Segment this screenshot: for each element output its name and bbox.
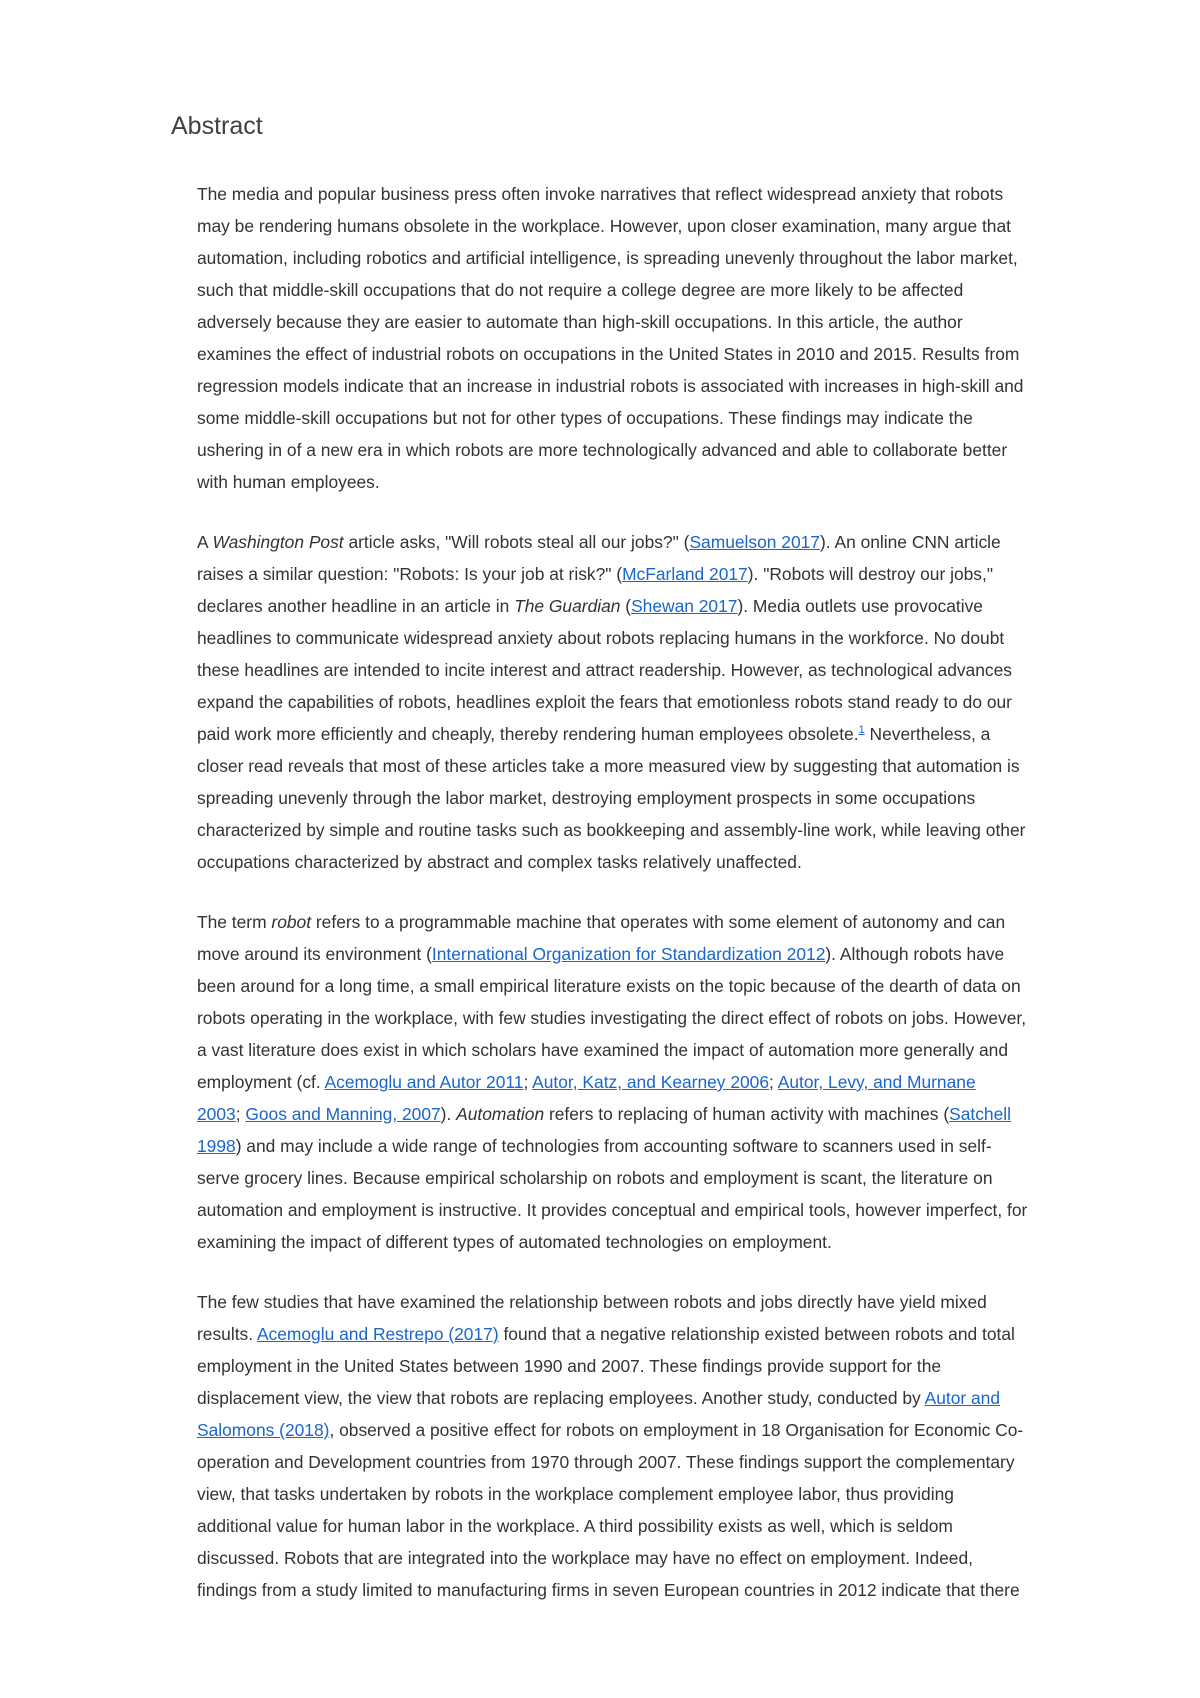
text-line: employment in the United States between 1990 and 2007. These findings provide support for the [197, 1356, 942, 1376]
intro-paragraph [197, 526, 1117, 878]
text-run: move around its environment ( [197, 944, 432, 964]
text-line: such that middle-skill occupations that do not require a college degree are more likely to be affected [197, 280, 964, 300]
text-run: ) and may include a wide range of technologies from accounting software to scanners used in self- [235, 1136, 992, 1156]
footnote-link-1[interactable]: 1 [858, 724, 865, 737]
text-run: displacement view, the view that robots are replacing employees. Another study, conducted by [197, 1388, 925, 1408]
text-line: robots operating in the workplace, with few studies investigating the direct effect of robots on jobs. However, [197, 1008, 1027, 1028]
text-run: ( [620, 596, 632, 616]
text-run: ). Media outlets use provocative [737, 596, 983, 616]
text-run: ; [235, 1104, 246, 1124]
text-line: view, that tasks undertaken by robots in the workplace complement employee labor, thus providing [197, 1484, 954, 1504]
definition-paragraph [197, 906, 1117, 1258]
text-line: been around for a long time, a small empirical literature exists on the topic because of the dearth of data on [197, 976, 1021, 996]
text-line [197, 1066, 1117, 1098]
text-run: article asks, "Will robots steal all our jobs?" ( [343, 532, 690, 552]
text-line: some middle-skill occupations but not for other types of occupations. These findings may indicate the [197, 408, 973, 428]
citation-link-autor-katz-kearney-2006[interactable]: Autor, Katz, and Kearney 2006 [532, 1072, 770, 1092]
text-run: refers to a programmable machine that operates with some element of autonomy and can [311, 912, 1006, 932]
text-line [197, 558, 1117, 590]
text-run: ; [523, 1072, 533, 1092]
text-run: refers to replacing of human activity with machines ( [544, 1104, 950, 1124]
text-line [197, 718, 1117, 750]
citation-link-mcfarland-2017[interactable]: McFarland 2017 [622, 564, 748, 584]
text-run: raises a similar question: "Robots: Is your job at risk?" ( [197, 564, 623, 584]
citation-link-iso-2012[interactable]: International Organization for Standardization 2012 [431, 944, 826, 964]
text-line: examining the impact of different types of automated technologies on employment. [197, 1232, 832, 1252]
text-line [197, 526, 1117, 558]
text-run: employment (cf. [197, 1072, 325, 1092]
text-line: findings from a study limited to manufacturing firms in seven European countries in 2012 indicate that there [197, 1580, 1020, 1600]
text-run: ). "Robots will destroy our jobs," [747, 564, 994, 584]
text-line: serve grocery lines. Because empirical scholarship on robots and employment is scant, the literature on [197, 1168, 993, 1188]
abstract-paragraph [197, 178, 1117, 498]
citation-link-shewan-2017[interactable]: Shewan 2017 [631, 596, 738, 616]
text-line: discussed. Robots that are integrated into the workplace may have no effect on employment. Indeed, [197, 1548, 973, 1568]
text-run: ; [769, 1072, 778, 1092]
text-run: ). An online CNN article [819, 532, 1001, 552]
text-run: ). [440, 1104, 457, 1124]
text-line: examines the effect of industrial robots on occupations in the United States in 2010 and 2015. Results from [197, 344, 1020, 364]
text-line [197, 1382, 1117, 1414]
text-line: may be rendering humans obsolete in the workplace. However, upon closer examination, many argue that [197, 216, 1011, 236]
text-run: A [197, 532, 213, 552]
abstract-heading: Abstract [171, 112, 263, 140]
text-line [197, 1130, 1117, 1162]
text-run: results. [197, 1324, 257, 1344]
text-run: found that a negative relationship existed between robots and total [498, 1324, 1015, 1344]
text-line: additional value for human labor in the workplace. A third possibility exists as well, which is seldom [197, 1516, 953, 1536]
text-line: a vast literature does exist in which scholars have examined the impact of automation more generally and [197, 1040, 1009, 1060]
text-line: expand the capabilities of robots, headlines exploit the fears that emotionless robots stand ready to do our [197, 692, 1012, 712]
text-line [197, 590, 1117, 622]
text-line: these headlines are intended to incite interest and attract readership. However, as technological advances [197, 660, 1012, 680]
text-line: occupations characterized by abstract and complex tasks relatively unaffected. [197, 852, 802, 872]
text-run: declares another headline in an article in [197, 596, 515, 616]
citation-link-autor-salomons-2018[interactable]: Salomons (2018) [197, 1420, 330, 1440]
text-line: regression models indicate that an increase in industrial robots is associated with increases in high-skill and [197, 376, 1024, 396]
text-run: ). Although robots have [825, 944, 1005, 964]
text-run: Nevertheless, a [864, 724, 991, 744]
text-run: paid work more efficiently and cheaply, thereby rendering human employees obsolete. [197, 724, 859, 744]
citation-link-autor-levy-murnane-2003[interactable]: 2003 [197, 1104, 236, 1124]
text-line: with human employees. [197, 472, 380, 492]
citation-link-autor-salomons-2018[interactable]: Autor and [924, 1388, 1001, 1408]
term-emphasis: robot [271, 912, 312, 932]
text-line [197, 1318, 1117, 1350]
text-line [197, 1414, 1117, 1446]
text-line: automation, including robotics and artificial intelligence, is spreading unevenly throughout the labor market, [197, 248, 1018, 268]
citation-link-acemoglu-restrepo-2017[interactable]: Acemoglu and Restrepo (2017) [256, 1324, 499, 1344]
text-line: The few studies that have examined the relationship between robots and jobs directly have yield mixed [197, 1292, 987, 1312]
text-line: automation and employment is instructive. It provides conceptual and empirical tools, however imperfect, for [197, 1200, 1028, 1220]
citation-link-samuelson-2017[interactable]: Samuelson 2017 [689, 532, 820, 552]
text-line: The media and popular business press often invoke narratives that reflect widespread anxiety that robots [197, 184, 1004, 204]
text-run: , observed a positive effect for robots on employment in 18 Organisation for Economic Co- [329, 1420, 1024, 1440]
text-line [197, 1098, 1117, 1130]
text-line: operation and Development countries from 1970 through 2007. These findings support the complementary [197, 1452, 1015, 1472]
text-run: The term [197, 912, 272, 932]
citation-link-acemoglu-autor-2011[interactable]: Acemoglu and Autor 2011 [324, 1072, 524, 1092]
citation-link-satchell-1998[interactable]: Satchell [949, 1104, 1011, 1124]
text-line [197, 906, 1117, 938]
text-line: spreading unevenly through the labor market, destroying employment prospects in some occupations [197, 788, 976, 808]
publication-title: Washington Post [212, 532, 344, 552]
text-line: closer read reveals that most of these articles take a more measured view by suggesting that automation is [197, 756, 1020, 776]
citation-link-goos-manning-2007[interactable]: Goos and Manning, 2007 [245, 1104, 441, 1124]
publication-title: The Guardian [514, 596, 621, 616]
text-line: characterized by simple and routine tasks such as bookkeeping and assembly-line work, while leaving other [197, 820, 1026, 840]
text-line [197, 938, 1117, 970]
text-line: adversely because they are easier to automate than high-skill occupations. In this article, the author [197, 312, 963, 332]
citation-link-autor-levy-murnane-2003[interactable]: Autor, Levy, and Murnane [777, 1072, 976, 1092]
article-body [197, 178, 1117, 1606]
term-emphasis: Automation [456, 1104, 545, 1124]
citation-link-satchell-1998[interactable]: 1998 [197, 1136, 236, 1156]
text-line: ushering in of a new era in which robots are more technologically advanced and able to collaborate better [197, 440, 1008, 460]
text-line: headlines to communicate widespread anxiety about robots replacing humans in the workforce. No doubt [197, 628, 1005, 648]
studies-paragraph [197, 1286, 1117, 1606]
